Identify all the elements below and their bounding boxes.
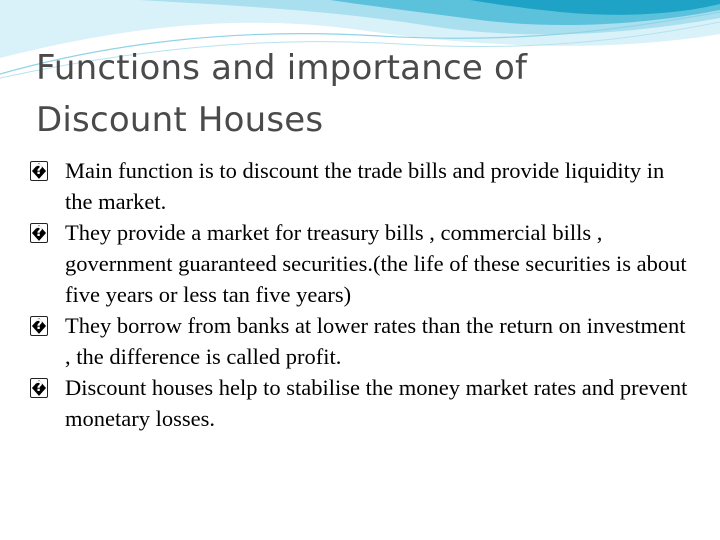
bullet-list [30,155,690,434]
slide-title [36,42,676,146]
missing-glyph-icon [30,316,48,336]
bullet-item [30,372,690,434]
title-line-2: Discount Houses [36,100,324,140]
bullet-item [30,310,690,372]
missing-glyph-icon [30,378,48,398]
bullet-text: Discount houses help to stabilise the money market rates and prevent monetary losses. [65,375,688,431]
bullet-text: They borrow from banks at lower rates than the return on investment , the difference is called profit. [65,313,686,369]
bullet-item [30,217,690,310]
bullet-text: Main function is to discount the trade bills and provide liquidity in the market. [65,158,665,214]
title-line-1: Functions and importance of [36,48,528,88]
missing-glyph-icon [30,223,48,243]
missing-glyph-icon [30,161,48,181]
bullet-text: They provide a market for treasury bills , commercial bills , government guaranteed securities.(the life of these securities is about five years or less tan five years) [65,220,687,307]
bullet-item [30,155,690,217]
